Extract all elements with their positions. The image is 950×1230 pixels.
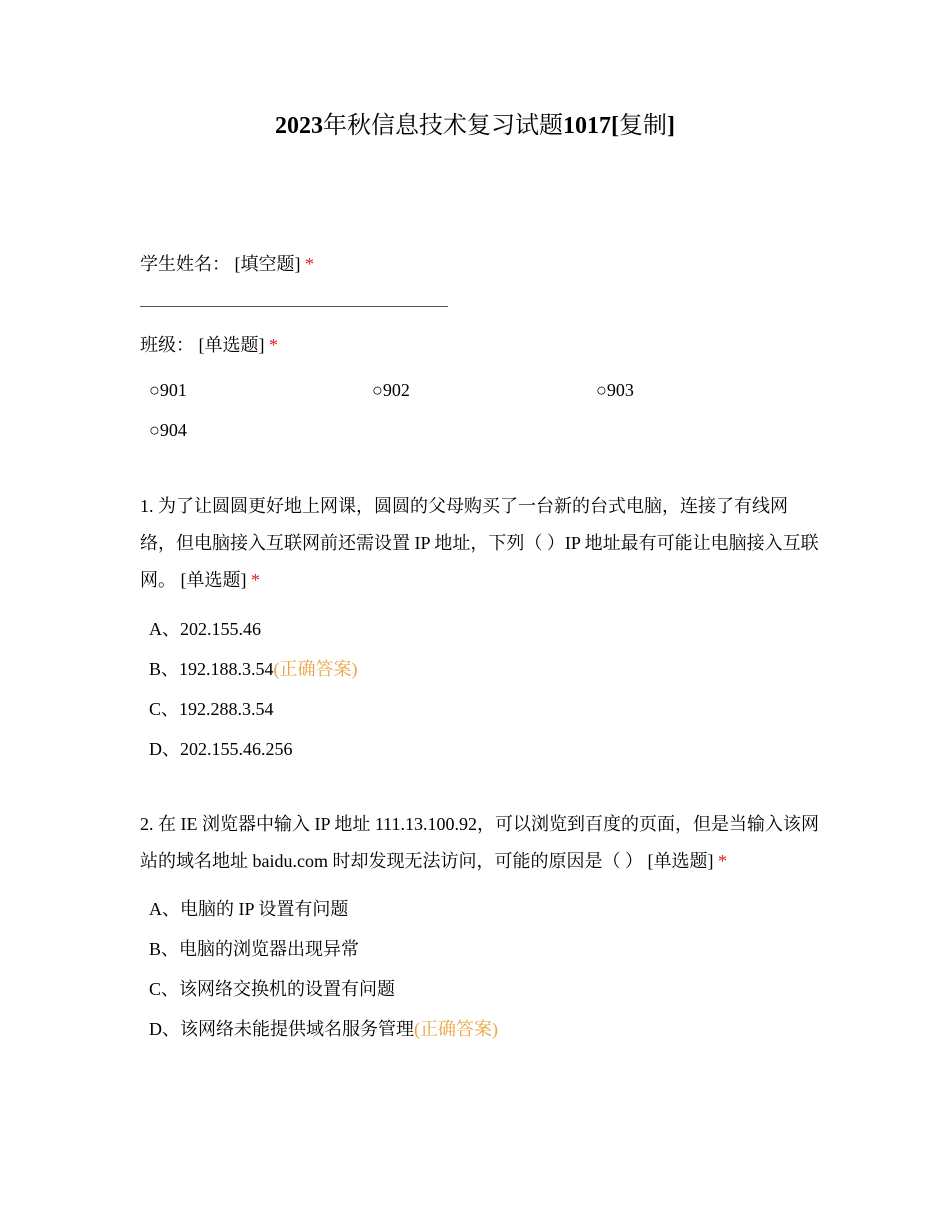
question-2-type: [单选题] [647, 851, 714, 871]
name-input-line[interactable] [140, 306, 448, 307]
q1-option-a[interactable] [149, 617, 261, 641]
q2-option-d[interactable] [149, 1017, 498, 1041]
class-option-901[interactable]: ○901 [149, 380, 187, 400]
question-2 [140, 806, 820, 880]
title-text: 年秋信息技术复习试题 [323, 113, 563, 139]
class-question [140, 333, 278, 357]
title-number: 1017[ [563, 113, 619, 139]
required-mark: * [717, 851, 727, 871]
class-option-904[interactable]: ○904 [149, 420, 187, 440]
q2-option-a[interactable] [149, 897, 348, 921]
correct-answer-tag: (正确答案) [273, 659, 358, 679]
question-1 [140, 488, 820, 599]
option-text: D、202.155.46.256 [149, 739, 293, 759]
option-text: B、电脑的浏览器出现异常 [149, 939, 360, 959]
q1-option-b[interactable] [149, 657, 358, 681]
option-text: C、192.288.3.54 [149, 699, 274, 719]
q2-option-b[interactable] [149, 937, 359, 961]
required-mark: * [305, 254, 314, 274]
q1-option-c[interactable] [149, 697, 274, 721]
name-type: [填空题] [234, 254, 301, 274]
title-close: ] [667, 113, 675, 139]
option-text: B、192.188.3.54 [149, 659, 274, 679]
correct-answer-tag: (正确答案) [414, 1019, 498, 1039]
question-1-text: 1. 为了让圆圆更好地上网课，圆圆的父母购买了一台新的台式电脑，连接了有线网络，但电脑接入互联网前还需设置 IP 地址，下列（ ）IP 地址最有可能让电脑接入互联网。 [140, 496, 819, 590]
class-type: [单选题] [198, 335, 265, 355]
option-text: C、该网络交换机的设置有问题 [149, 979, 396, 999]
required-mark: * [251, 570, 260, 590]
q2-option-c[interactable] [149, 977, 395, 1001]
required-mark: * [269, 335, 278, 355]
class-option-903[interactable]: ○903 [596, 380, 634, 400]
class-label: 班级： [140, 335, 194, 355]
page-title [0, 110, 950, 142]
title-year: 2023 [275, 113, 323, 139]
name-label: 学生姓名： [140, 254, 230, 274]
option-text: A、202.155.46 [149, 619, 261, 639]
q1-option-d[interactable] [149, 737, 293, 761]
question-1-type: [单选题] [180, 570, 247, 590]
title-copy: 复制 [619, 113, 667, 139]
name-question [140, 252, 314, 276]
option-text: D、该网络未能提供域名服务管理 [149, 1019, 414, 1039]
option-text: A、电脑的 IP 设置有问题 [149, 899, 349, 919]
class-option-902[interactable]: ○902 [372, 380, 410, 400]
question-2-text: 2. 在 IE 浏览器中输入 IP 地址 111.13.100.92，可以浏览到百度的页面，但是当输入该网站的域名地址 baidu.com 时却发现无法访问，可能的原因是（ ） [140, 814, 819, 871]
